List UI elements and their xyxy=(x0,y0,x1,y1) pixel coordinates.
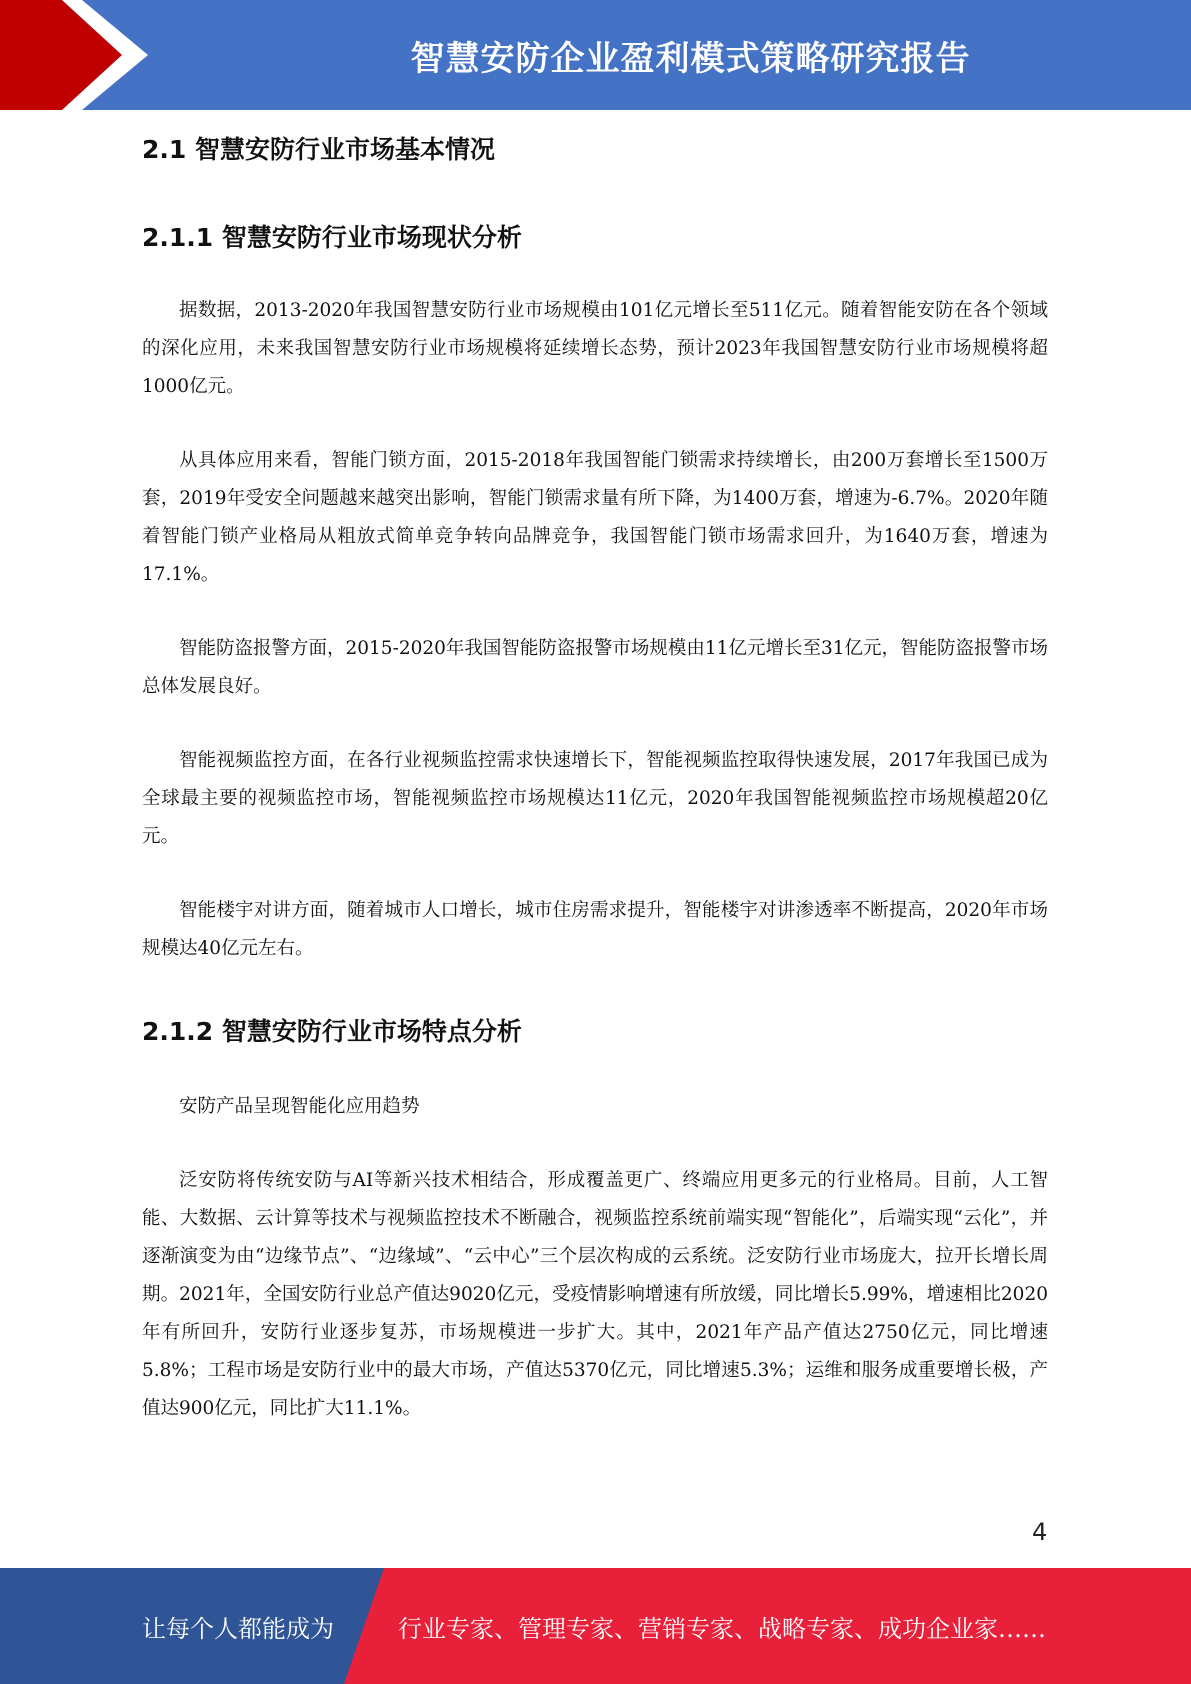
paragraph: 智能视频监控方面，在各行业视频监控需求快速增长下，智能视频监控取得快速发展，2017年我国已成为全球最主要的视频监控市场，智能视频监控市场规模达11亿元，2020年我国智能视频监控市场规模超20亿元。 xyxy=(142,750,1048,847)
paragraph: 泛安防将传统安防与AI等新兴技术相结合，形成覆盖更广、终端应用更多元的行业格局。目前，人工智能、大数据、云计算等技术与视频监控技术不断融合，视频监控系统前端实现“智能化”，后端实现“云化”，并逐渐演变为由“边缘节点”、“边缘域”、“云中心”三个层次构成的云系统。泛安防行业市场庞大，拉开长增长周期。2021年，全国安防行业总产值达9020亿元，受疫情影响增速有所放缓，同比增长5.99%，增速相比2020年有所回升，安防行业逐步复苏，市场规模进一步扩大。其中，2021年产品产值达2750亿元，同比增速5.8%；工程市场是安防行业中的最大市场，产值达5370亿元，同比增速5.3%；运维和服务成重要增长极，产值达900亿元，同比扩大11.1%。 xyxy=(142,1170,1048,1419)
main-content xyxy=(142,130,1048,1428)
report-title: 智慧安防企业盈利模式策略研究报告 xyxy=(410,38,971,79)
section-heading-2-1: 2.1 智慧安防行业市场基本情况 xyxy=(142,135,495,164)
paragraph: 据数据，2013-2020年我国智慧安防行业市场规模由101亿元增长至511亿元。随着智能安防在各个领域的深化应用，未来我国智慧安防行业市场规模将延续增长态势，预计2023年我国智慧安防行业市场规模将超1000亿元。 xyxy=(142,300,1048,397)
section-heading-2-1-1: 2.1.1 智慧安防行业市场现状分析 xyxy=(142,223,522,252)
footer-slogan-right: 行业专家、管理专家、营销专家、战略专家、成功企业家…… xyxy=(398,1614,1046,1643)
subheading-paragraph: 安防产品呈现智能化应用趋势 xyxy=(179,1096,420,1117)
paragraph: 智能防盗报警方面，2015-2020年我国智能防盗报警市场规模由11亿元增长至31亿元，智能防盗报警市场总体发展良好。 xyxy=(142,638,1048,697)
paragraph: 从具体应用来看，智能门锁方面，2015-2018年我国智能门锁需求持续增长，由200万套增长至1500万套，2019年受安全问题越来越突出影响，智能门锁需求量有所下降，为1400万套，增速为-6.7%。2020年随着智能门锁产业格局从粗放式简单竞争转向品牌竞争，我国智能门锁市场需求回升，为1640万套，增速为17.1%。 xyxy=(142,450,1048,585)
page-number: 4 xyxy=(1032,1518,1048,1546)
footer-band xyxy=(0,1568,1191,1684)
paragraph: 智能楼宇对讲方面，随着城市人口增长，城市住房需求提升，智能楼宇对讲渗透率不断提高，2020年市场规模达40亿元左右。 xyxy=(142,900,1048,959)
footer-slogan-left: 让每个人都能成为 xyxy=(142,1614,334,1643)
section-heading-2-1-2: 2.1.2 智慧安防行业市场特点分析 xyxy=(142,1017,522,1046)
header-band xyxy=(0,0,1191,110)
